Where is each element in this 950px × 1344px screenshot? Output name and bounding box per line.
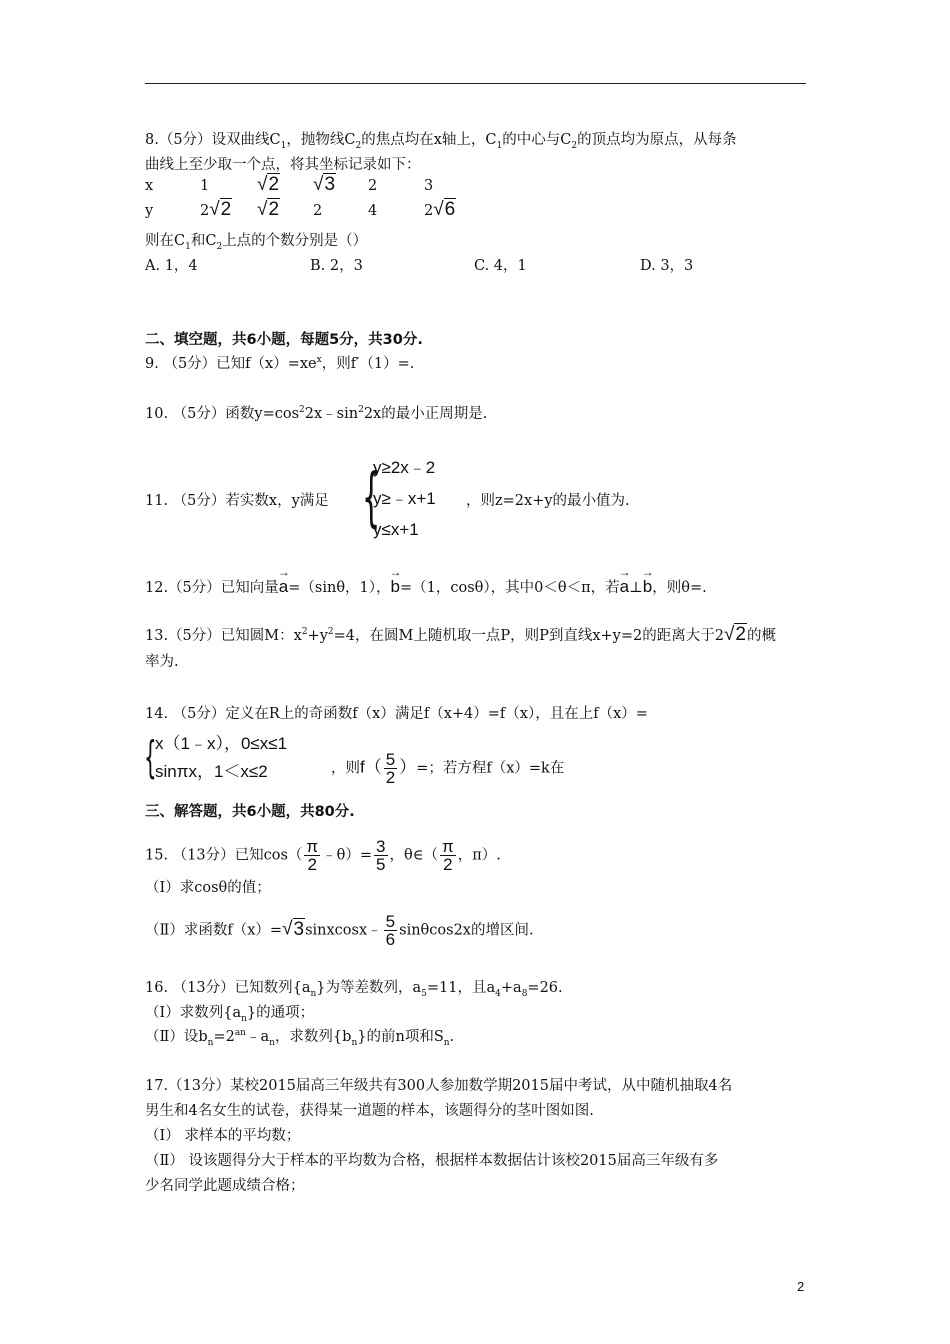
q8-y-2: √2 (257, 199, 280, 220)
q17-part1: （Ⅰ） 求样本的平均数； (145, 1128, 301, 1144)
q15-part2: （Ⅱ）求函数f（x）=√3sinxcosx﹣ $\frac{5}{6}$ sinθcos2x的增区间. (145, 912, 534, 949)
q14-cases (155, 730, 287, 786)
q8-y-4: 4 (368, 203, 378, 219)
page-number: 2 (797, 1279, 805, 1294)
q16-part2: （Ⅱ）设$b_n=2^{an}﹣a_n$，求数列$\{b_n\}$的前n项和$S_n$. (145, 1028, 455, 1048)
q14-suffix: ，则f（ $\frac{5}{2}$ ）=；若方程f（x）=k在 (331, 750, 565, 787)
q11-cond-1: y≥2x﹣2 (373, 458, 436, 477)
q16-stem: 16. （13分）已知数列$\{a_n\}$为等差数列，$a_5=11$，且$a_4+a_8=26$. (145, 980, 563, 999)
q14-line1: 14. （5分）定义在R上的奇函数f（x）满足f（x+4）=f（x），且在上f（x）= (145, 706, 648, 722)
q17-part2-line1: （Ⅱ） 设该题得分大于样本的平均数为合格，根据样本数据估计该校2015届高三年级有多 (145, 1153, 719, 1169)
q17-line2: 男生和4名女生的试卷，获得某一道题的样本，该题得分的茎叶图如图. (145, 1103, 594, 1119)
q15-stem: 15. （13分）已知cos（ $\frac{\pi}{2}$ ﹣θ）= $\frac{3}{5}$ ，θ∈（ $\frac{\pi}{2}$ ，π）. (145, 837, 501, 874)
q8-option-b: B. 2，3 (310, 258, 363, 274)
q8-option-a: A. 1，4 (145, 258, 198, 274)
q8-x-1: 1 (200, 178, 210, 194)
section-2-heading: 二、填空题，共6小题，每题5分，共30分. (145, 332, 423, 348)
q14-case-2: sinπx，1＜x≤2 (155, 762, 268, 781)
section-3-heading: 三、解答题，共6小题，共80分. (145, 804, 355, 820)
q8-line1: 8.（5分）设双曲线$C_1$，抛物线$C_2$的焦点均在x轴上，$C_1$的中心与$C_2$的顶点均为原点，从每条 (145, 132, 737, 151)
q11-cond-2: y≥﹣x+1 (373, 489, 436, 508)
q8-y-1: 2√2 (200, 199, 232, 220)
q16-part1: （Ⅰ）求数列$\{a_n\}$的通项； (145, 1005, 315, 1024)
q10: 10. （5分）函数$y=\cos^22x﹣\sin^22x$的最小正周期是. (145, 405, 488, 422)
q8-option-d: D. 3，3 (640, 258, 694, 274)
q8-x-2: √2 (257, 174, 280, 195)
q13-line2: 率为. (145, 654, 179, 670)
q8-x-4: 2 (368, 178, 378, 194)
q8-y-3: 2 (313, 203, 323, 219)
q11-cond-3: y≤x+1 (373, 520, 419, 539)
q8-y-5: 2√6 (424, 199, 456, 220)
q8-x-label: x (145, 178, 154, 194)
header-rule (145, 83, 806, 84)
q8-option-c: C. 4，1 (474, 258, 527, 274)
q11-brace: { (362, 461, 381, 535)
q17-part2-line2: 少名同学此题成绩合格； (145, 1178, 305, 1194)
q8-question: 则在$C_1$和$C_2$上点的个数分别是（） (145, 233, 368, 252)
q11-suffix: ，则z=2x+y的最小值为. (466, 493, 630, 509)
q8-y-label: y (145, 203, 154, 219)
q9: 9. （5分）已知$f(x)=xe^x$，则f′（1）=. (145, 355, 415, 372)
q12: 12.（5分）已知向量→ a=（sinθ，1），→ b=（1，cosθ），其中0＜θ＜π，若→ a⊥→ b，则θ=. (145, 576, 707, 597)
q14-brace: { (144, 732, 157, 783)
q8-x-5: 3 (424, 178, 434, 194)
q11-prefix: 11. （5分）若实数x，y满足 (145, 493, 329, 509)
q17-line1: 17.（13分）某校2015届高三年级共有300人参加数学期2015届中考试，从中随机抽取4名 (145, 1078, 733, 1094)
q14-case-1: x（1﹣x），0≤x≤1 (155, 734, 288, 753)
q8-line2: 曲线上至少取一个点，将其坐标记录如下： (145, 157, 421, 173)
q15-part1: （Ⅰ）求cosθ的值； (145, 880, 271, 896)
q8-x-3: √3 (313, 174, 336, 195)
q11-conditions (373, 452, 436, 545)
q13-line1: 13.（5分）已知圆M：$x^2+y^2=4$，在圆M上随机取一点P，则P到直线x+y=2的距离大于2√2的概 (145, 624, 776, 645)
